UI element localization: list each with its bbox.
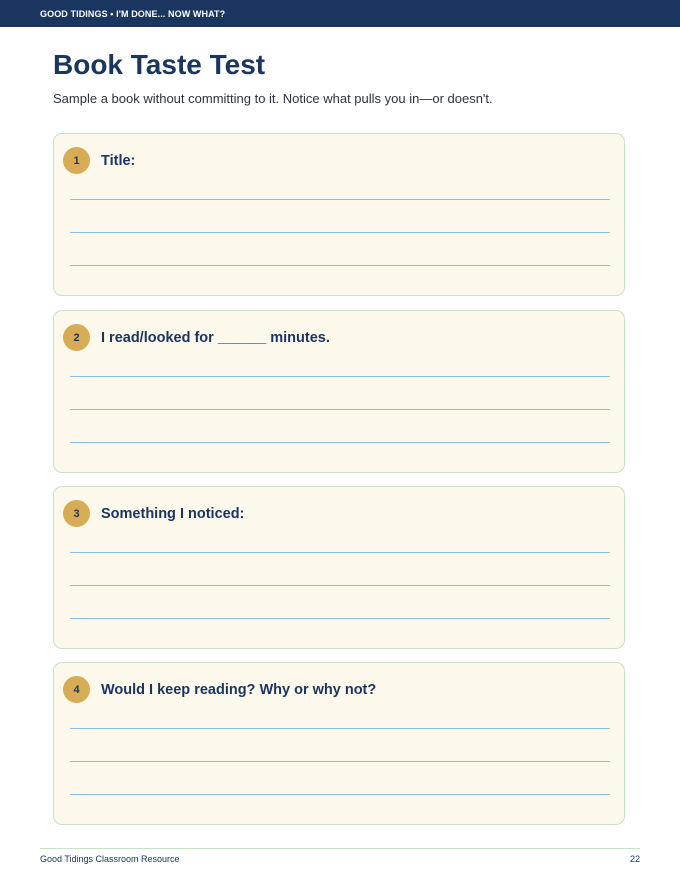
- number-badge: 4: [63, 676, 90, 703]
- footer-credit: Good Tidings Classroom Resource: [40, 854, 180, 864]
- writing-line: [70, 199, 610, 200]
- prompt-text: Title:: [101, 153, 136, 169]
- prompt-card-2: [53, 310, 625, 473]
- writing-line: [70, 376, 610, 377]
- writing-line: [70, 728, 610, 729]
- writing-line: [70, 442, 610, 443]
- writing-line: [70, 265, 610, 266]
- prompt-text: I read/looked for ______ minutes.: [101, 330, 330, 346]
- writing-line: [70, 585, 610, 586]
- prompt-text: Would I keep reading? Why or why not?: [101, 682, 377, 698]
- writing-line: [70, 552, 610, 553]
- prompt-text: Something I noticed:: [101, 506, 245, 522]
- writing-line: [70, 409, 610, 410]
- prompt-card-4: [53, 662, 625, 825]
- number-badge: 1: [63, 147, 90, 174]
- writing-line: [70, 761, 610, 762]
- writing-line: [70, 794, 610, 795]
- writing-line: [70, 618, 610, 619]
- top-banner: [0, 0, 680, 27]
- footer-divider: [40, 848, 640, 849]
- page-subtitle: Sample a book without committing to it. Notice what pulls you in—or doesn't.: [53, 91, 493, 106]
- page-number: 22: [629, 854, 640, 864]
- writing-line: [70, 232, 610, 233]
- page-title: Book Taste Test: [53, 49, 266, 80]
- prompt-card-1: [53, 133, 625, 296]
- number-badge: 3: [63, 500, 90, 527]
- prompt-card-3: [53, 486, 625, 649]
- number-badge: 2: [63, 324, 90, 351]
- banner-text: GOOD TIDINGS • I'M DONE... NOW WHAT?: [40, 8, 226, 19]
